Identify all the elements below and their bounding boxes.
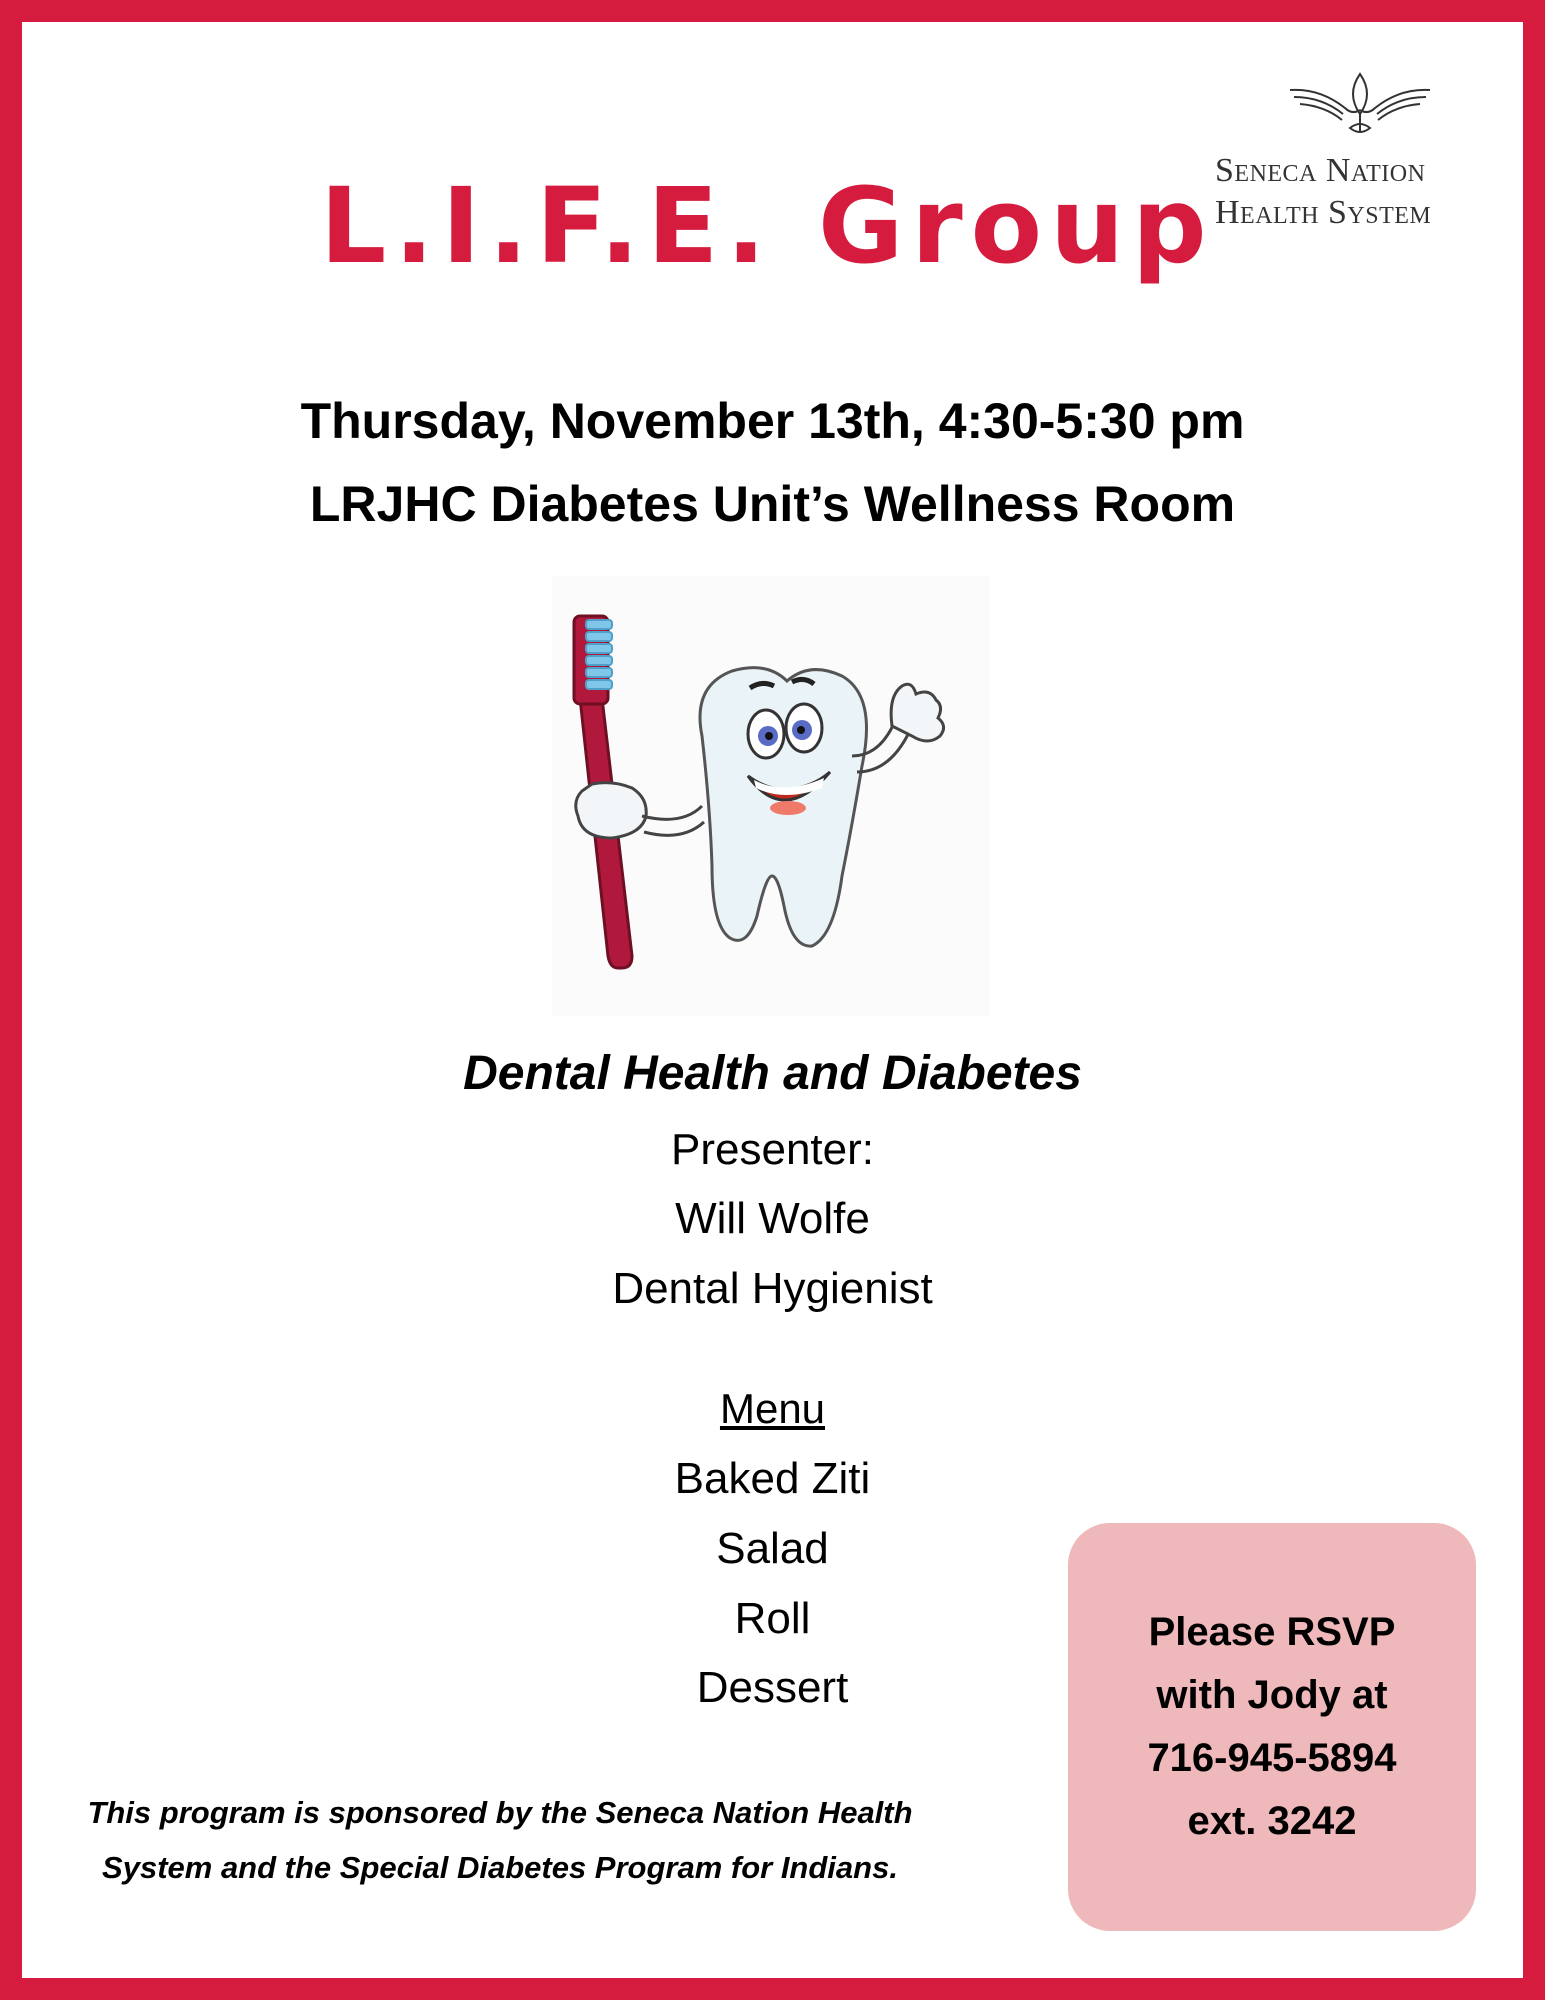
presenter-role: Dental Hygienist — [612, 1264, 933, 1313]
event-datetime: Thursday, November 13th, 4:30-5:30 pm — [300, 393, 1245, 449]
event-location: LRJHC Diabetes Unit’s Wellness Room — [309, 476, 1236, 532]
seneca-nation-logo — [1215, 70, 1505, 240]
rsvp-box — [1068, 1523, 1476, 1931]
rsvp-line: Please RSVP — [1148, 1610, 1396, 1654]
sponsor-note — [60, 1785, 940, 1895]
smiling-tooth-with-toothbrush-icon — [552, 576, 990, 1016]
tooth-illustration — [552, 576, 990, 1016]
presenter-label: Presenter: — [671, 1125, 874, 1174]
menu-item: Baked Ziti — [674, 1454, 871, 1503]
menu-item: Dessert — [696, 1663, 849, 1712]
rsvp-line: with Jody at — [1156, 1673, 1388, 1717]
logo-line-2: Health System — [1215, 194, 1432, 231]
presenter-name: Will Wolfe — [675, 1194, 870, 1243]
menu-item: Salad — [716, 1524, 829, 1573]
rsvp-phone: 716-945-5894 — [1147, 1736, 1397, 1780]
lotus-emblem-icon — [1280, 70, 1440, 150]
sponsor-line: System and the Special Diabetes Program for Indians. — [102, 1850, 898, 1885]
menu-heading: Menu — [719, 1385, 826, 1432]
page-title: L.I.F.E. Group — [320, 165, 1215, 287]
rsvp-extension: ext. 3242 — [1187, 1799, 1357, 1843]
menu-item: Roll — [734, 1594, 811, 1643]
logo-line-1: Seneca Nation — [1215, 152, 1426, 189]
sponsor-line: This program is sponsored by the Seneca Nation Health — [87, 1795, 913, 1830]
talk-title: Dental Health and Diabetes — [463, 1047, 1082, 1100]
